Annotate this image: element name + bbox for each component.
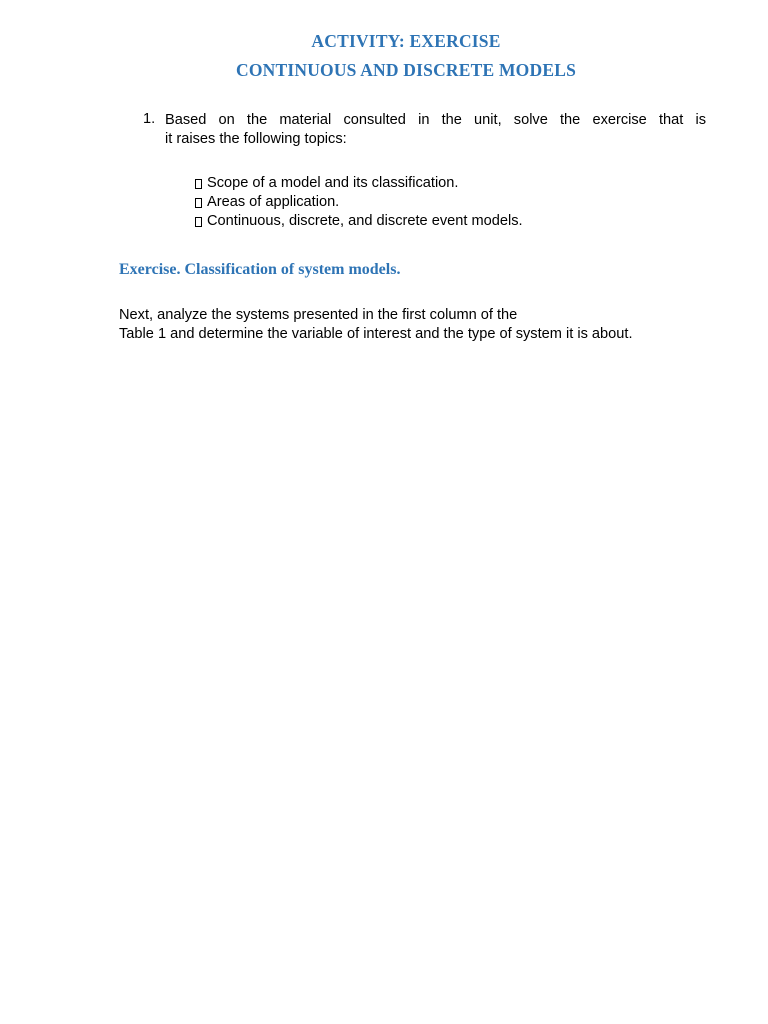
instruction-line-1: Based on the material consulted in the unit, solve the exercise that is [165,112,706,128]
exercise-heading: Exercise. Classification of system models. [119,261,401,278]
checkbox-bullet-icon [195,217,202,227]
exercise-line-1: Next, analyze the systems presented in the first column of the [119,307,518,323]
checkbox-bullet-icon [195,179,202,189]
list-item [195,212,523,231]
topic-label: Continuous, discrete, and discrete event models. [207,213,523,229]
list-item [195,193,523,212]
instruction-text [165,111,706,148]
instruction-line-2: it raises the following topics: [165,130,347,147]
exercise-paragraph [119,306,633,343]
page-title: ACTIVITY: EXERCISE [311,31,501,51]
list-item [195,174,523,193]
exercise-line-2: Table 1 and determine the variable of interest and the type of system it is about. [119,325,633,342]
list-number: 1. [143,111,156,127]
topics-list [195,174,523,231]
checkbox-bullet-icon [195,198,202,208]
topic-label: Areas of application. [207,194,340,210]
page-subtitle: CONTINUOUS AND DISCRETE MODELS [235,60,577,80]
topic-label: Scope of a model and its classification. [207,175,459,191]
